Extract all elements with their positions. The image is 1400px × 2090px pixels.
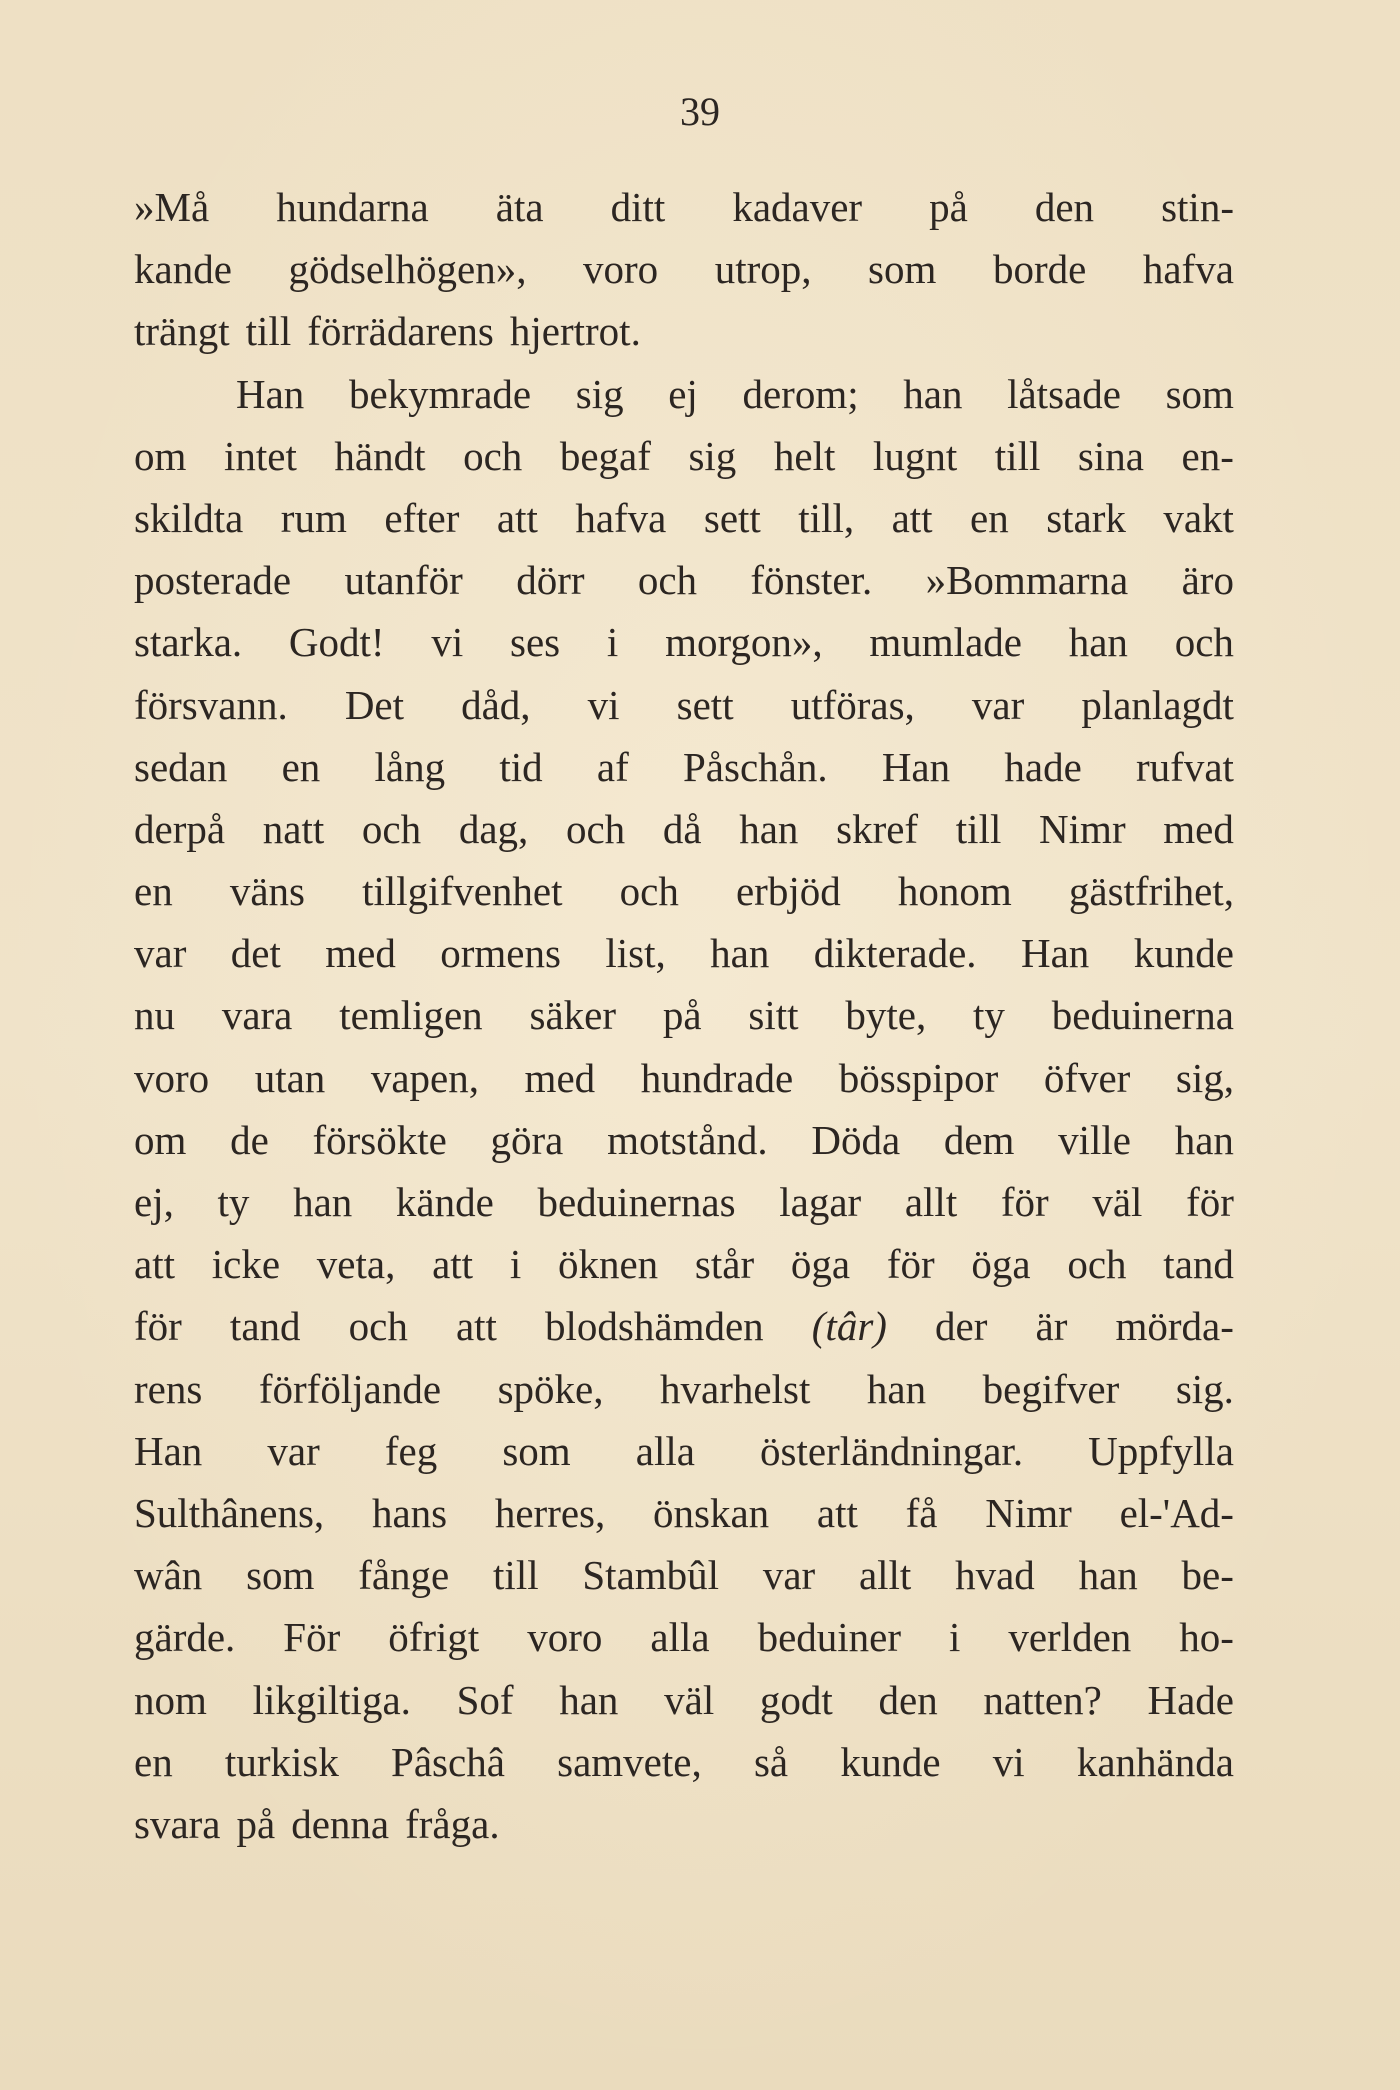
word: för (886, 1241, 935, 1288)
word: sett (703, 494, 761, 541)
word: beduiner (757, 1614, 902, 1661)
word: han (1068, 619, 1128, 666)
word: kadaver (732, 184, 863, 230)
word: de (230, 1116, 269, 1163)
word: Han (134, 1427, 203, 1474)
word: Pâschâ (391, 1738, 505, 1785)
word: hundarna (276, 184, 429, 230)
text-line (134, 300, 1234, 362)
text-line (134, 363, 1234, 425)
word: sig (688, 432, 737, 479)
word: Uppfylla (1088, 1427, 1234, 1474)
word: rens (134, 1365, 203, 1412)
word: Godt! (288, 619, 385, 666)
word: i (509, 1241, 522, 1288)
word: vapen, (370, 1054, 479, 1101)
word: på (929, 184, 968, 230)
word: Nimr (985, 1489, 1072, 1536)
word: allt (904, 1179, 958, 1225)
word: efter (384, 494, 460, 541)
word: som (1165, 370, 1234, 417)
word: Det (344, 681, 405, 728)
word: »Bommarna (925, 557, 1129, 604)
word: fånge (358, 1552, 450, 1599)
text-line (134, 1109, 1234, 1171)
word: han (903, 370, 963, 417)
word: fråga. (405, 1800, 500, 1847)
word: stin- (1161, 184, 1234, 230)
word: som (502, 1427, 571, 1474)
word: kände (395, 1179, 494, 1225)
word: i (948, 1614, 961, 1661)
word: öknen (557, 1241, 659, 1288)
word: dem (943, 1116, 1015, 1163)
word: en (281, 743, 321, 790)
word: för (134, 1303, 182, 1350)
word: att (134, 1241, 175, 1288)
word: sig (575, 370, 624, 417)
text-line (134, 425, 1234, 487)
word: sig. (1175, 1365, 1234, 1412)
word: att (432, 1241, 474, 1288)
word: vi (587, 681, 620, 728)
word: att (816, 1489, 858, 1536)
word: planlagdt (1081, 681, 1234, 728)
word: han (866, 1365, 927, 1412)
word: han (1078, 1552, 1138, 1599)
word: var (267, 1427, 320, 1474)
word: väl (1092, 1179, 1143, 1225)
word: tillgifvenhet (362, 868, 563, 915)
word: hans (371, 1489, 448, 1536)
word: erbjöd (735, 868, 841, 915)
word: som (868, 246, 937, 293)
word: der (935, 1303, 988, 1350)
word: el-'Ad- (1119, 1489, 1234, 1536)
word: öga (790, 1241, 851, 1288)
word: nu (134, 992, 175, 1039)
word: Påschån. (682, 743, 828, 790)
word: äro (1181, 557, 1234, 604)
word: derom; (742, 370, 859, 417)
word: förföljande (258, 1365, 442, 1412)
text-line (134, 1606, 1234, 1668)
text-line (134, 1731, 1234, 1793)
word: borde (992, 246, 1087, 293)
word: ty (973, 992, 1005, 1039)
word: och (1067, 1241, 1127, 1288)
word: icke (211, 1241, 281, 1288)
word: natt (262, 805, 325, 852)
word: vara (221, 992, 293, 1039)
word: utanför (344, 557, 463, 604)
word: en (970, 494, 1009, 541)
word: han (710, 930, 770, 977)
word: Han (236, 370, 305, 417)
word: ej (668, 370, 698, 417)
word: fönster. (750, 557, 873, 604)
word: och (619, 868, 679, 915)
word: bösspipor (838, 1054, 999, 1101)
word: hafva (575, 494, 667, 541)
word: hvad (955, 1552, 1035, 1599)
text-line (134, 1482, 1234, 1544)
word: temligen (339, 992, 483, 1039)
word: i (606, 619, 619, 666)
word: äta (495, 184, 544, 230)
word: och (361, 805, 422, 852)
word: kunde (840, 1738, 941, 1785)
word: turkisk (224, 1738, 339, 1785)
word: intet (223, 432, 297, 479)
word: alla (635, 1427, 695, 1474)
word: motstånd. (607, 1116, 768, 1163)
word: begifver (982, 1365, 1120, 1412)
word: Sulthânens, (134, 1489, 325, 1536)
word: Han (881, 743, 951, 790)
word: försvann. (134, 681, 288, 728)
word: lång (374, 743, 446, 790)
word: starka. (134, 619, 243, 666)
word: för (1186, 1179, 1234, 1225)
word: hafva (1142, 246, 1234, 293)
word: morgon», (665, 619, 823, 666)
word: öfver (1043, 1054, 1131, 1101)
word: byte, (845, 992, 927, 1039)
word: en (134, 868, 173, 915)
word: lugnt (872, 432, 958, 479)
word: trängt (134, 308, 230, 355)
word: rum (280, 494, 347, 541)
word: Nimr (1039, 805, 1126, 852)
word: herres, (494, 1489, 606, 1536)
word: ses (510, 619, 561, 666)
word: att (891, 494, 933, 541)
word: dörr (516, 557, 585, 604)
text-line (134, 238, 1234, 300)
word: är (1035, 1303, 1068, 1350)
word: händt (334, 432, 426, 479)
word: försökte (312, 1116, 447, 1163)
word: spöke, (497, 1365, 604, 1412)
word: det (230, 930, 281, 977)
word: och (463, 432, 523, 479)
word: att (455, 1303, 497, 1350)
word: till (955, 805, 1002, 852)
word: nom (134, 1676, 207, 1723)
word: mumlade (869, 619, 1022, 666)
word: och (1174, 619, 1234, 666)
word: och (637, 557, 698, 604)
word: få (905, 1489, 938, 1536)
word: Han (1020, 930, 1090, 977)
word: begaf (559, 432, 651, 479)
word: ty (217, 1179, 250, 1225)
word: var (971, 681, 1025, 728)
word: natten? (983, 1676, 1102, 1723)
word: För (283, 1614, 341, 1661)
word: honom (897, 868, 1012, 915)
text-line (134, 1669, 1234, 1731)
word: var (762, 1552, 816, 1599)
word: han (293, 1179, 353, 1225)
word: kande (134, 246, 232, 293)
word: österländningar. (760, 1427, 1024, 1474)
word: vi (992, 1738, 1025, 1785)
word: beduinernas (537, 1179, 736, 1225)
word: af (596, 743, 629, 790)
word: förrädarens (307, 308, 494, 355)
word: önskan (653, 1489, 770, 1536)
word: för (1000, 1179, 1049, 1225)
word: på (662, 992, 702, 1039)
word: gästfrihet, (1068, 868, 1234, 915)
text-line (134, 860, 1234, 922)
word: med (524, 1054, 596, 1101)
word: han (1174, 1116, 1234, 1163)
word: till (493, 1552, 539, 1599)
word: till (245, 308, 292, 355)
word: blodshämden (545, 1303, 764, 1350)
word: hade (1004, 743, 1082, 790)
word: dikterade. (813, 930, 977, 977)
word: sedan (134, 743, 228, 790)
word: den (1034, 184, 1095, 230)
text-line (134, 611, 1234, 673)
word: alla (650, 1614, 710, 1661)
word: vakt (1163, 494, 1234, 541)
word: bekymrade (348, 370, 532, 417)
word: tand (229, 1303, 301, 1350)
word: ditt (610, 184, 666, 230)
word: hjertrot. (509, 308, 641, 355)
text-line (134, 922, 1234, 984)
word: ho- (1179, 1614, 1234, 1661)
word: veta, (316, 1241, 396, 1288)
word: till (994, 432, 1041, 479)
text-line (134, 736, 1234, 798)
word: vi (431, 619, 464, 666)
word: svara (134, 1800, 221, 1847)
word: (târ) (811, 1303, 887, 1350)
word: feg (384, 1427, 438, 1474)
word: sig, (1175, 1054, 1234, 1101)
text-line (134, 984, 1234, 1046)
word: denna (291, 1800, 390, 1847)
word: göra (490, 1116, 564, 1163)
word: ej, (134, 1179, 174, 1225)
word: derpå (134, 805, 226, 852)
word: ville (1058, 1116, 1131, 1163)
word: till, (798, 494, 855, 541)
word: gödselhögen», (288, 246, 527, 293)
text-line (134, 1420, 1234, 1482)
page-number: 39 (680, 89, 720, 134)
word: beduinerna (1051, 992, 1234, 1039)
word: godt (759, 1676, 833, 1723)
text-line (134, 1793, 1234, 1855)
word: och (348, 1303, 408, 1350)
word: ormens (440, 930, 561, 977)
word: och (565, 805, 626, 852)
word: utrop, (714, 246, 812, 293)
word: en (134, 1738, 173, 1785)
word: en- (1181, 432, 1234, 479)
word: samvete, (557, 1738, 702, 1785)
text-line (134, 549, 1234, 611)
word: med (325, 930, 396, 977)
word: om (134, 432, 187, 479)
word: öfrigt (388, 1614, 480, 1661)
text-line (134, 1233, 1234, 1295)
word: verlden (1008, 1614, 1132, 1661)
word: tid (499, 743, 543, 790)
text-line (134, 176, 1234, 238)
word: låtsade (1007, 370, 1121, 417)
word: voro (527, 1614, 603, 1661)
word: väns (229, 868, 305, 915)
word: Stambûl (582, 1552, 720, 1599)
word: skref (836, 805, 919, 852)
word: med (1163, 805, 1234, 852)
word: står (694, 1241, 755, 1288)
word: sitt (748, 992, 799, 1039)
word: han (739, 805, 799, 852)
word: den (878, 1676, 938, 1723)
word: att (496, 494, 538, 541)
text-line (134, 674, 1234, 736)
word: posterade (134, 557, 292, 604)
word: helt (773, 432, 836, 479)
text-line (134, 487, 1234, 549)
word: voro (134, 1054, 210, 1101)
word: han (559, 1676, 619, 1723)
word: wân (134, 1552, 203, 1599)
word: likgiltiga. (252, 1676, 411, 1723)
word: Sof (456, 1676, 514, 1723)
word: väl (664, 1676, 715, 1723)
word: sina (1077, 432, 1144, 479)
word: gärde. (134, 1614, 236, 1661)
word: öga (971, 1241, 1031, 1288)
word: mörda- (1115, 1303, 1234, 1350)
text-line (134, 1047, 1234, 1109)
word: allt (858, 1552, 912, 1599)
word: Hade (1147, 1676, 1234, 1723)
word: dag, (458, 805, 529, 852)
word: stark (1046, 494, 1126, 541)
word: hvarhelst (660, 1365, 811, 1412)
word: lagar (779, 1179, 862, 1225)
text-line (134, 798, 1234, 860)
text-line (134, 1358, 1234, 1420)
word: utföras, (790, 681, 915, 728)
word: då (662, 805, 702, 852)
word: skildta (134, 494, 244, 541)
word: sett (676, 681, 734, 728)
text-line (134, 1171, 1234, 1233)
body-text (134, 176, 1234, 1855)
word: tand (1163, 1241, 1234, 1288)
word: »Må (134, 184, 210, 230)
text-line (134, 1295, 1234, 1357)
word: säker (529, 992, 617, 1039)
word: så (753, 1738, 789, 1785)
word: list, (605, 930, 666, 977)
word: utan (254, 1054, 326, 1101)
word: på (236, 1800, 276, 1847)
word: om (134, 1116, 187, 1163)
word: voro (583, 246, 659, 293)
word: dåd, (461, 681, 531, 728)
text-line (134, 1544, 1234, 1606)
word: kunde (1133, 930, 1234, 977)
word: rufvat (1136, 743, 1234, 790)
word: var (134, 930, 187, 977)
word: hundrade (640, 1054, 794, 1101)
word: kanhända (1076, 1738, 1234, 1785)
word: be- (1181, 1552, 1234, 1599)
word: Döda (811, 1116, 901, 1163)
word: som (246, 1552, 315, 1599)
